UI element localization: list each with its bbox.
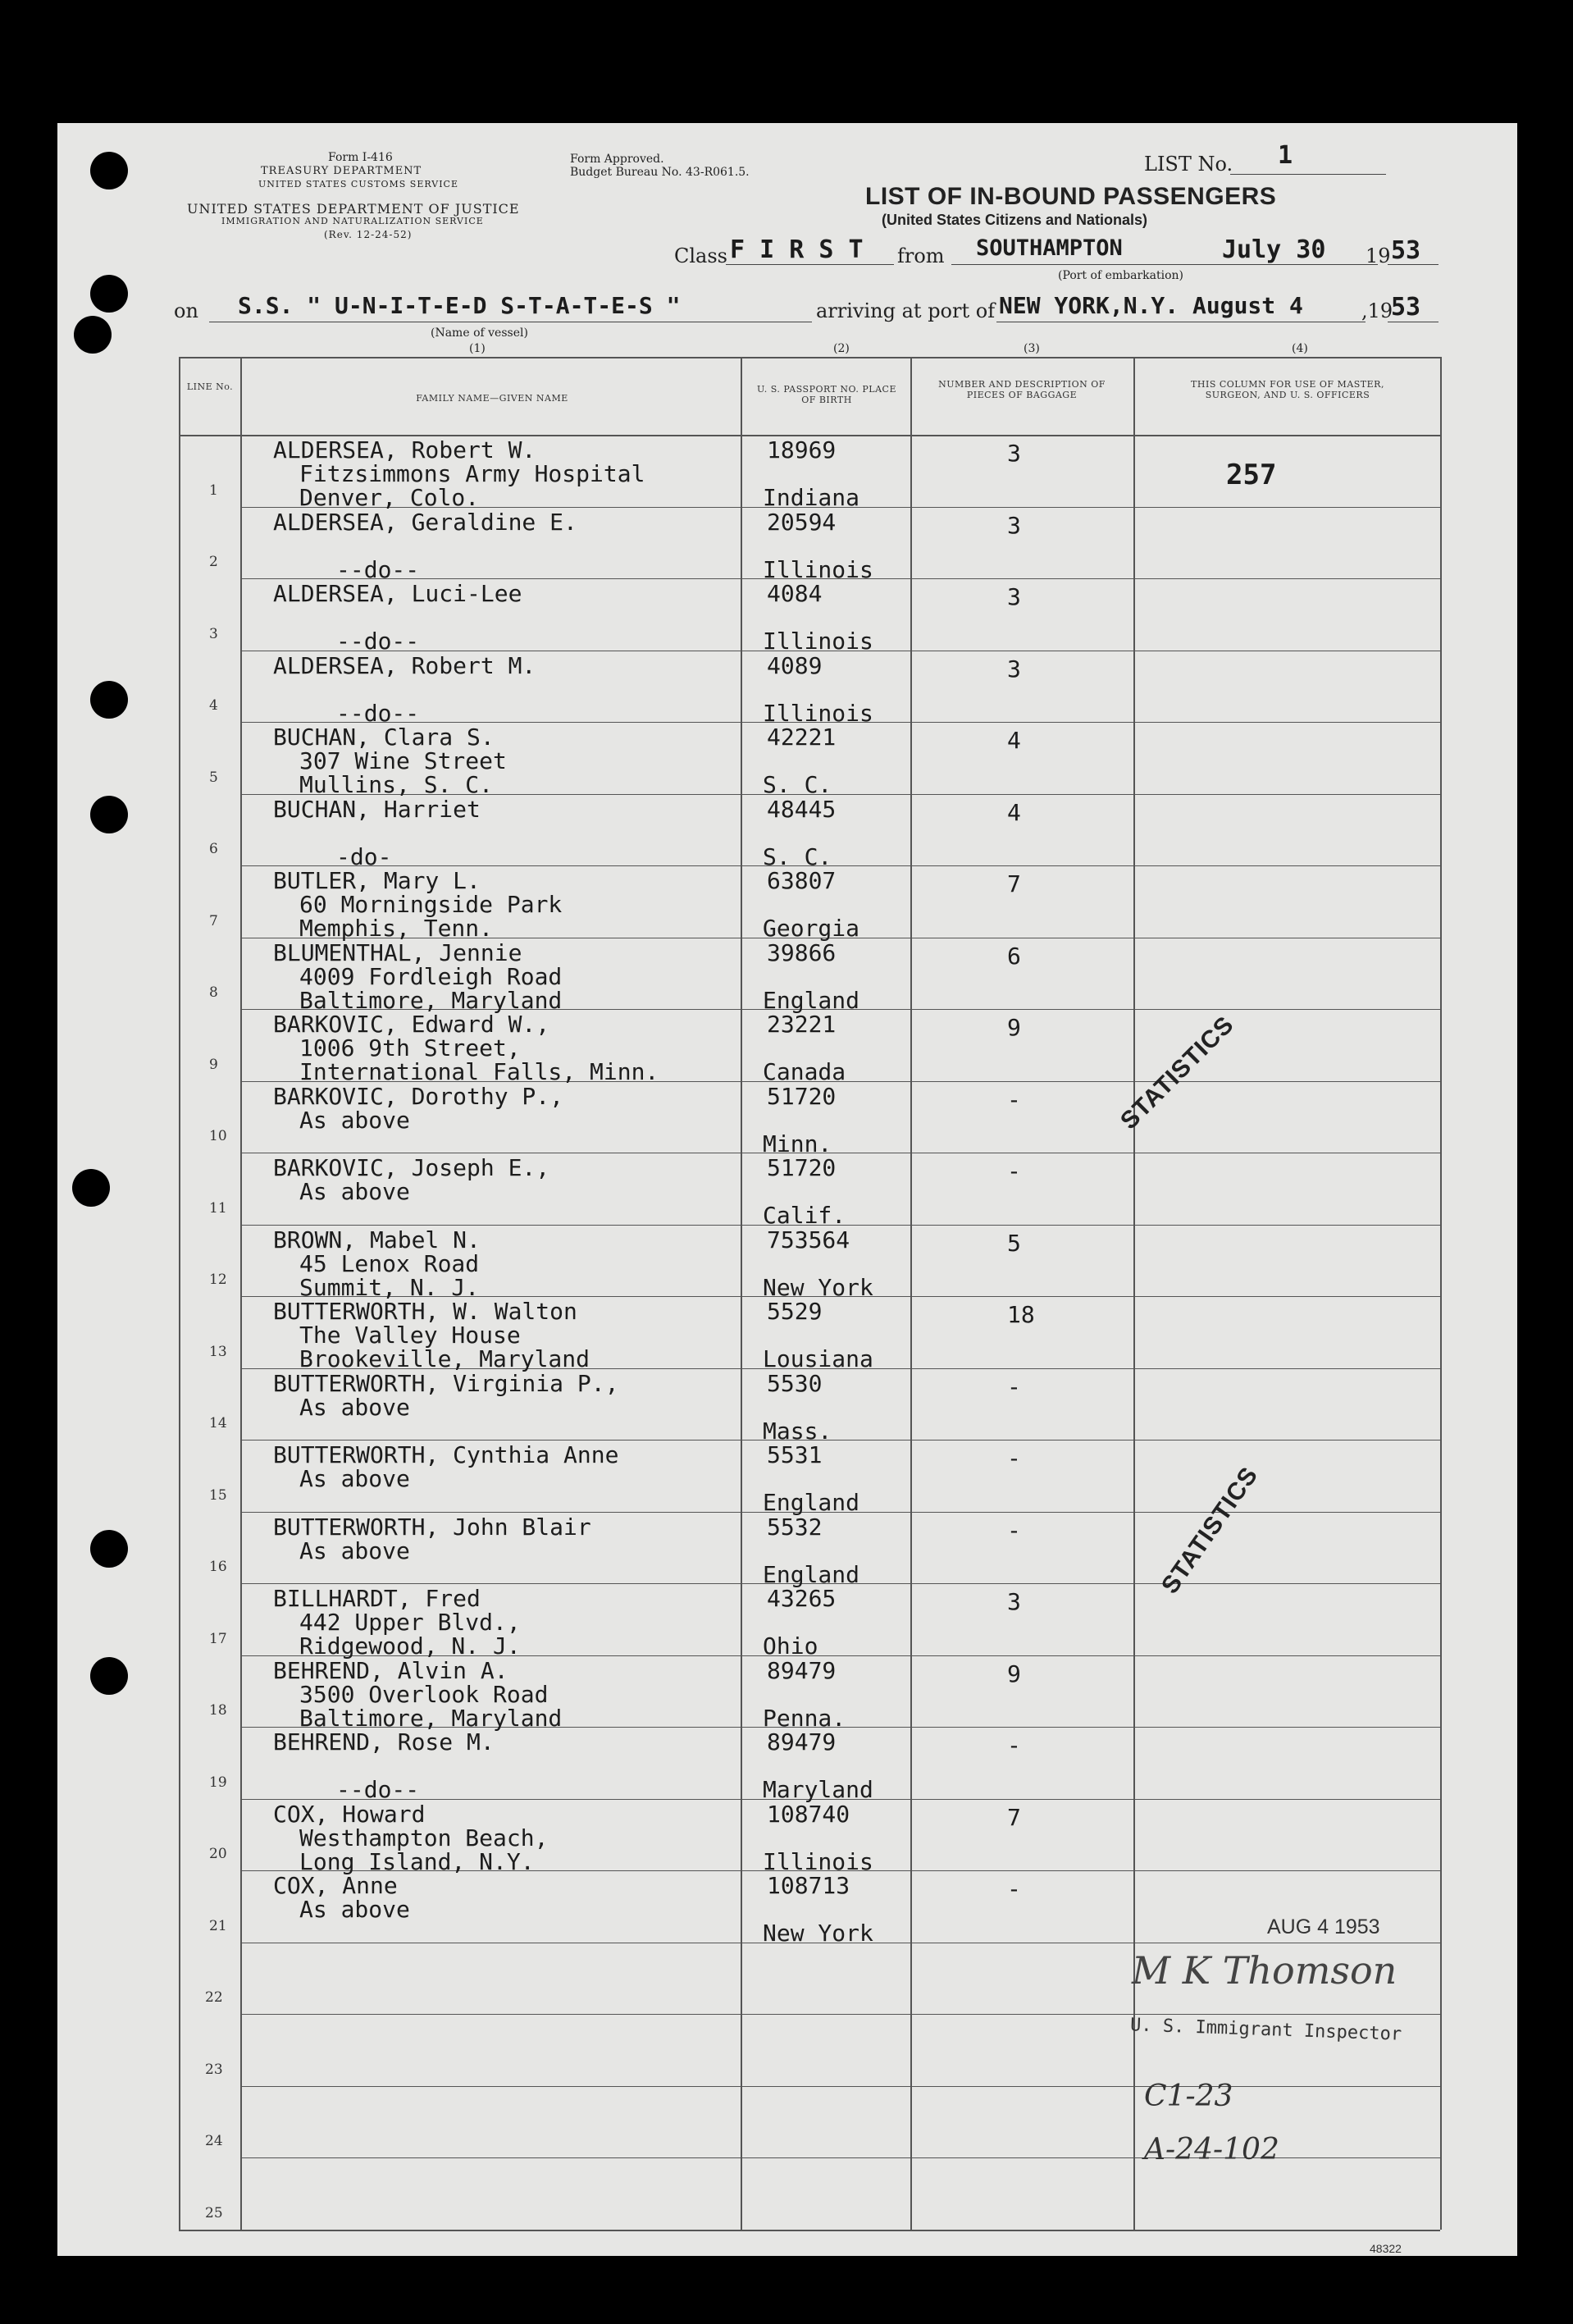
- passenger-address: --do--: [336, 628, 420, 655]
- passport-number: 89479: [767, 1656, 837, 1684]
- col4-number: (4): [1292, 342, 1308, 355]
- arriving-label: arriving at port of: [816, 299, 996, 322]
- passport-number: 20594: [767, 508, 837, 536]
- passenger-address: 1006 9th Street,: [299, 1034, 521, 1062]
- passenger-address: --do--: [336, 699, 420, 727]
- passport-number: 42221: [767, 724, 837, 751]
- year-prefix: 19: [1366, 244, 1391, 267]
- place-of-birth: Minn.: [763, 1130, 832, 1157]
- baggage-count: -: [1007, 1516, 1021, 1544]
- baggage-count: 9: [1007, 1660, 1021, 1687]
- passport-header: U. S. PASSPORT NO. PLACE OF BIRTH: [756, 384, 897, 405]
- passenger-name: BLUMENTHAL, Jennie: [273, 938, 522, 966]
- passenger-address: 60 Morningside Park: [299, 891, 563, 918]
- place-of-birth: England: [763, 986, 860, 1014]
- baggage-count: 4: [1007, 727, 1021, 754]
- footer-form-code: 48322: [1370, 2242, 1402, 2255]
- passenger-name: ALDERSEA, Robert W.: [273, 436, 536, 463]
- line-number: 5: [209, 769, 218, 786]
- baggage-count: 7: [1007, 870, 1021, 897]
- place-of-birth: England: [763, 1560, 860, 1588]
- statistics-stamp: STATISTICS: [1156, 1462, 1264, 1599]
- baggage-count: 5: [1007, 1229, 1021, 1257]
- baggage-count: 9: [1007, 1014, 1021, 1041]
- budget-bureau: Budget Bureau No. 43-R061.5.: [570, 166, 750, 179]
- passport-number: 108740: [767, 1800, 850, 1828]
- family-name-header: FAMILY NAME—GIVEN NAME: [416, 393, 568, 404]
- passenger-name: BILLHARDT, Fred: [273, 1585, 481, 1612]
- line-number: 18: [209, 1702, 227, 1719]
- passenger-name: BUCHAN, Harriet: [273, 795, 481, 823]
- passenger-name: BUTTERWORTH, W. Walton: [273, 1298, 577, 1325]
- passenger-address: Baltimore, Maryland: [299, 986, 563, 1014]
- form-title: LIST OF IN-BOUND PASSENGERS: [865, 183, 1277, 210]
- line-number: 7: [209, 912, 218, 929]
- place-of-birth: Lousiana: [763, 1345, 873, 1372]
- line-number: 9: [209, 1056, 218, 1073]
- place-of-birth: England: [763, 1489, 860, 1516]
- passenger-address: Baltimore, Maryland: [299, 1704, 563, 1732]
- baggage-count: 3: [1007, 583, 1021, 610]
- passenger-address: 45 Lenox Road: [299, 1249, 480, 1277]
- passport-number: 48445: [767, 795, 837, 823]
- passenger-name: BEHREND, Rose M.: [273, 1728, 495, 1756]
- passport-number: 108713: [767, 1872, 850, 1899]
- line-number: 25: [205, 2204, 223, 2221]
- list-no-value: 1: [1278, 141, 1293, 170]
- place-of-birth: S. C.: [763, 771, 832, 798]
- on-label: on: [174, 299, 198, 322]
- punch-hole: [74, 316, 112, 354]
- passenger-name: BUTTERWORTH, John Blair: [273, 1513, 591, 1541]
- date-stamp: AUG 4 1953: [1267, 1915, 1380, 1938]
- vessel-name: S.S. " U-N-I-T-E-D S-T-A-T-E-S ": [238, 292, 681, 319]
- passenger-name: BUTTERWORTH, Cynthia Anne: [273, 1441, 619, 1468]
- passport-number: 89479: [767, 1728, 837, 1756]
- line-no-header: LINE No.: [186, 381, 234, 392]
- baggage-count: 3: [1007, 655, 1021, 683]
- passenger-address: Long Island, N.Y.: [299, 1847, 535, 1875]
- passenger-address: As above: [299, 1393, 410, 1421]
- punch-hole: [90, 796, 128, 833]
- line-number: 17: [209, 1630, 227, 1647]
- passenger-address: --do--: [336, 1776, 420, 1803]
- baggage-count: -: [1007, 1085, 1021, 1113]
- arrival-year-prefix: ,19: [1361, 299, 1393, 322]
- passport-number: 5529: [767, 1298, 823, 1325]
- passenger-name: BUTTERWORTH, Virginia P.,: [273, 1369, 619, 1397]
- place-of-birth: Ohio: [763, 1632, 818, 1660]
- passenger-address: 307 Wine Street: [299, 747, 507, 774]
- line-number: 2: [209, 554, 218, 570]
- line-number: 23: [205, 2061, 223, 2078]
- baggage-header: NUMBER AND DESCRIPTION OF PIECES OF BAGGAGE: [938, 379, 1106, 400]
- form-subtitle: (United States Citizens and Nationals): [882, 212, 1148, 228]
- passenger-address: The Valley House: [299, 1322, 521, 1349]
- place-of-birth: S. C.: [763, 842, 832, 870]
- passport-number: 51720: [767, 1082, 837, 1110]
- passport-number: 18969: [767, 436, 837, 463]
- embarkation-date: July 30: [1222, 235, 1326, 264]
- passport-number: 5530: [767, 1369, 823, 1397]
- line-number: 11: [209, 1199, 227, 1217]
- form-revision: (Rev. 12-24-52): [324, 229, 413, 240]
- line-number: 16: [209, 1559, 227, 1575]
- line-number: 21: [209, 1917, 227, 1934]
- baggage-count: 3: [1007, 511, 1021, 539]
- from-label: from: [897, 244, 945, 267]
- baggage-count: 3: [1007, 440, 1021, 467]
- passenger-address: Denver, Colo.: [299, 484, 480, 511]
- line-number: 10: [209, 1128, 227, 1144]
- row-divider: [240, 2014, 1440, 2015]
- line-number: 1: [209, 482, 218, 499]
- passenger-address: -do-: [336, 842, 392, 870]
- passenger-address: 4009 Fordleigh Road: [299, 962, 563, 990]
- line-number: 19: [209, 1774, 227, 1791]
- row-divider: [240, 2086, 1440, 2087]
- place-of-birth: Mass.: [763, 1417, 832, 1445]
- passport-number: 5531: [767, 1441, 823, 1468]
- baggage-count: -: [1007, 1732, 1021, 1759]
- baggage-count: 3: [1007, 1588, 1021, 1615]
- baggage-count: -: [1007, 1372, 1021, 1400]
- line-number: 6: [209, 841, 218, 857]
- passport-number: 5532: [767, 1513, 823, 1541]
- line-number: 12: [209, 1272, 227, 1288]
- place-of-birth: Georgia: [763, 915, 860, 942]
- passenger-address: Brookeville, Maryland: [299, 1345, 590, 1372]
- row-divider: [240, 1440, 1440, 1441]
- baggage-count: 18: [1007, 1301, 1035, 1328]
- line-number: 4: [209, 697, 218, 714]
- passenger-address: As above: [299, 1536, 410, 1564]
- baggage-count: -: [1007, 1157, 1021, 1185]
- passenger-address: Memphis, Tenn.: [299, 915, 494, 942]
- class-label: Class: [674, 244, 727, 267]
- passenger-name: BARKOVIC, Joseph E.,: [273, 1154, 550, 1181]
- treasury-dept: TREASURY DEPARTMENT: [261, 165, 422, 177]
- punch-hole: [90, 152, 128, 189]
- baggage-count: -: [1007, 1445, 1021, 1472]
- port-of-embarkation: SOUTHAMPTON: [976, 235, 1123, 261]
- line-number: 24: [205, 2133, 223, 2149]
- passenger-name: BARKOVIC, Edward W.,: [273, 1011, 550, 1038]
- line-number: 3: [209, 625, 218, 642]
- passport-number: 39866: [767, 938, 837, 966]
- col3-number: (3): [1024, 342, 1040, 355]
- col1-number: (1): [469, 342, 486, 355]
- passport-number: 4089: [767, 651, 823, 679]
- passenger-address: 3500 Overlook Road: [299, 1680, 549, 1708]
- passenger-name: ALDERSEA, Geraldine E.: [273, 508, 577, 536]
- inspector-signature: M K Thomson: [1132, 1948, 1397, 1993]
- officers-header: THIS COLUMN FOR USE OF MASTER, SURGEON, AND U. S. OFFICERS: [1191, 379, 1384, 400]
- passenger-address: As above: [299, 1106, 410, 1134]
- line-number: 13: [209, 1343, 227, 1360]
- passport-number: 43265: [767, 1585, 837, 1612]
- port-blank: [951, 264, 1378, 265]
- punch-hole: [72, 1169, 110, 1207]
- place-of-birth: Calif.: [763, 1202, 846, 1229]
- baggage-count: 4: [1007, 798, 1021, 826]
- year-suffix: 53: [1391, 236, 1421, 265]
- place-of-birth: Penna.: [763, 1704, 846, 1732]
- punch-hole: [90, 1657, 128, 1695]
- passenger-address: Westhampton Beach,: [299, 1824, 549, 1851]
- punch-hole: [90, 681, 128, 719]
- passenger-name: BEHREND, Alvin A.: [273, 1656, 508, 1684]
- list-no-blank: [1230, 174, 1386, 175]
- passenger-address: Mullins, S. C.: [299, 771, 494, 798]
- passenger-address: As above: [299, 1178, 410, 1205]
- passenger-address: --do--: [336, 555, 420, 583]
- handwritten-note: C1-23: [1144, 2080, 1233, 2113]
- passport-number: 753564: [767, 1226, 850, 1253]
- class-blank: [726, 264, 894, 265]
- passenger-address: Summit, N. J.: [299, 1273, 480, 1301]
- customs-service: UNITED STATES CUSTOMS SERVICE: [258, 179, 458, 189]
- class-value: F I R S T: [730, 235, 864, 264]
- passenger-name: BUCHAN, Clara S.: [273, 724, 495, 751]
- statistics-stamp: STATISTICS: [1115, 1011, 1240, 1135]
- passenger-address: Ridgewood, N. J.: [299, 1632, 521, 1660]
- justice-dept: UNITED STATES DEPARTMENT OF JUSTICE: [187, 201, 520, 217]
- passenger-address: As above: [299, 1896, 410, 1923]
- passenger-name: BUTLER, Mary L.: [273, 867, 481, 894]
- passenger-name: BARKOVIC, Dorothy P.,: [273, 1082, 564, 1110]
- handwritten-note: A-24-102: [1144, 2133, 1279, 2166]
- place-of-birth: Illinois: [763, 628, 873, 655]
- col2-number: (2): [833, 342, 850, 355]
- place-of-birth: Maryland: [763, 1776, 873, 1803]
- place-of-birth: New York: [763, 1273, 873, 1301]
- line-number: 14: [209, 1415, 227, 1431]
- arrival-year: 53: [1391, 293, 1421, 322]
- arrival-port: NEW YORK,N.Y. August 4: [999, 292, 1303, 319]
- passenger-name: ALDERSEA, Robert M.: [273, 651, 536, 679]
- passenger-name: COX, Howard: [273, 1800, 426, 1828]
- place-of-birth: Illinois: [763, 699, 873, 727]
- passenger-address: Fitzsimmons Army Hospital: [299, 460, 645, 487]
- passport-number: 51720: [767, 1154, 837, 1181]
- list-no-label: LIST No.: [1144, 153, 1233, 176]
- line-number: 20: [209, 1846, 227, 1862]
- passenger-name: ALDERSEA, Luci-Lee: [273, 580, 522, 607]
- punch-hole: [90, 1530, 128, 1568]
- line-number: 22: [205, 1989, 223, 2006]
- place-of-birth: Canada: [763, 1058, 846, 1085]
- ins-service: IMMIGRATION AND NATURALIZATION SERVICE: [221, 216, 484, 226]
- baggage-count: 7: [1007, 1803, 1021, 1831]
- passenger-address: 442 Upper Blvd.,: [299, 1609, 521, 1636]
- vessel-caption: (Name of vessel): [431, 326, 528, 340]
- inspector-title: U. S. Immigrant Inspector: [1129, 2015, 1402, 2045]
- form-number: Form I-416: [328, 151, 393, 164]
- row-divider: [240, 865, 1440, 866]
- place-of-birth: Illinois: [763, 555, 873, 583]
- passenger-address: International Falls, Minn.: [299, 1058, 659, 1085]
- baggage-count: 6: [1007, 942, 1021, 970]
- place-of-birth: Illinois: [763, 1847, 873, 1875]
- passport-number: 63807: [767, 867, 837, 894]
- officer-note: 257: [1226, 459, 1277, 491]
- place-of-birth: Indiana: [763, 484, 860, 511]
- place-of-birth: New York: [763, 1920, 873, 1947]
- port-caption: (Port of embarkation): [1058, 269, 1183, 282]
- form-approved: Form Approved.: [570, 153, 664, 166]
- line-number: 8: [209, 984, 218, 1001]
- baggage-count: -: [1007, 1875, 1021, 1902]
- passenger-address: As above: [299, 1465, 410, 1492]
- punch-hole: [90, 275, 128, 313]
- passenger-name: BROWN, Mabel N.: [273, 1226, 481, 1253]
- passenger-name: COX, Anne: [273, 1872, 398, 1899]
- line-number: 15: [209, 1486, 227, 1504]
- passport-number: 4084: [767, 580, 823, 607]
- passport-number: 23221: [767, 1011, 837, 1038]
